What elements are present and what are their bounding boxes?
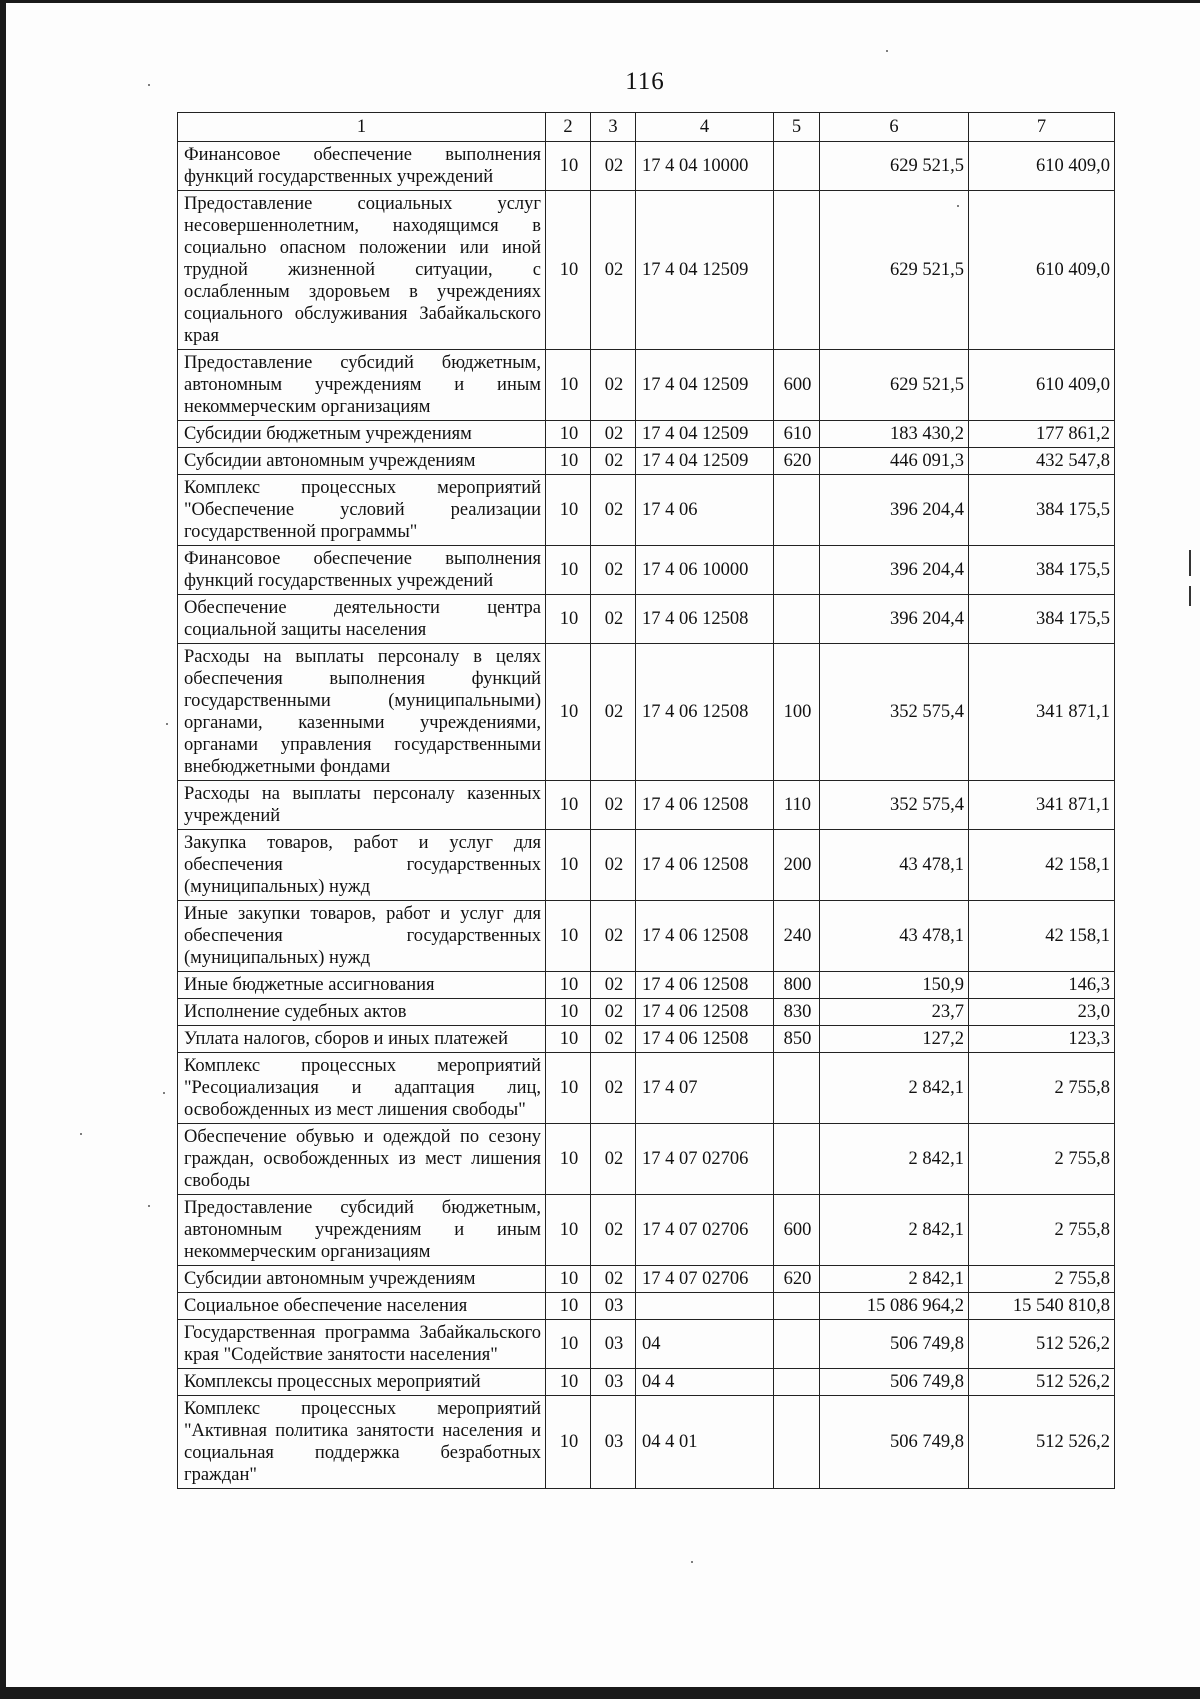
- section-cell: 10: [546, 1293, 591, 1320]
- row-name-cell: Государственная программа Забайкальского края "Содействие занятости населения": [178, 1320, 546, 1369]
- amount-col7-cell: 15 540 810,8: [969, 1293, 1115, 1320]
- amount-col7-cell: 2 755,8: [969, 1053, 1115, 1124]
- table-row: [178, 1396, 1115, 1489]
- subsection-cell: 02: [591, 421, 636, 448]
- target-article-cell: 17 4 06 12508: [636, 901, 774, 972]
- amount-col6-cell: 43 478,1: [820, 830, 969, 901]
- expense-type-cell: [774, 191, 820, 350]
- row-name-cell: Закупка товаров, работ и услуг для обеспечения государственных (муниципальных) нужд: [178, 830, 546, 901]
- table-row: [178, 546, 1115, 595]
- section-cell: 10: [546, 830, 591, 901]
- subsection-cell: 02: [591, 1266, 636, 1293]
- table-row: [178, 1266, 1115, 1293]
- amount-col6-cell: 506 749,8: [820, 1369, 969, 1396]
- amount-col6-cell: 43 478,1: [820, 901, 969, 972]
- target-article-cell: 17 4 06 12508: [636, 972, 774, 999]
- section-cell: 10: [546, 1053, 591, 1124]
- section-cell: 10: [546, 644, 591, 781]
- amount-col7-cell: 2 755,8: [969, 1195, 1115, 1266]
- section-cell: 10: [546, 1124, 591, 1195]
- amount-col7-cell: 610 409,0: [969, 142, 1115, 191]
- subsection-cell: 02: [591, 595, 636, 644]
- subsection-cell: 02: [591, 901, 636, 972]
- target-article-cell: [636, 1293, 774, 1320]
- section-cell: 10: [546, 1369, 591, 1396]
- subsection-cell: 03: [591, 1293, 636, 1320]
- section-cell: 10: [546, 1320, 591, 1369]
- expense-type-cell: 600: [774, 350, 820, 421]
- section-cell: 10: [546, 1195, 591, 1266]
- section-cell: 10: [546, 448, 591, 475]
- amount-col7-cell: 341 871,1: [969, 781, 1115, 830]
- expense-type-cell: 800: [774, 972, 820, 999]
- column-header: 5: [774, 113, 820, 142]
- amount-col6-cell: 396 204,4: [820, 546, 969, 595]
- target-article-cell: 17 4 06 12508: [636, 644, 774, 781]
- expense-type-cell: 100: [774, 644, 820, 781]
- row-name-cell: Обеспечение деятельности центра социальной защиты населения: [178, 595, 546, 644]
- scan-frame-bottom: [0, 1687, 1200, 1699]
- amount-col7-cell: 146,3: [969, 972, 1115, 999]
- subsection-cell: 02: [591, 191, 636, 350]
- section-cell: 10: [546, 1026, 591, 1053]
- target-article-cell: 17 4 04 10000: [636, 142, 774, 191]
- subsection-cell: 02: [591, 1195, 636, 1266]
- subsection-cell: 02: [591, 781, 636, 830]
- amount-col7-cell: 23,0: [969, 999, 1115, 1026]
- amount-col6-cell: 352 575,4: [820, 644, 969, 781]
- amount-col6-cell: 2 842,1: [820, 1053, 969, 1124]
- target-article-cell: 04: [636, 1320, 774, 1369]
- table-row: [178, 1124, 1115, 1195]
- table-row: [178, 350, 1115, 421]
- expense-type-cell: 200: [774, 830, 820, 901]
- scan-mark: [1189, 550, 1191, 576]
- table-row: [178, 1293, 1115, 1320]
- row-name-cell: Субсидии автономным учреждениям: [178, 1266, 546, 1293]
- amount-col6-cell: 629 521,5: [820, 350, 969, 421]
- amount-col7-cell: 384 175,5: [969, 475, 1115, 546]
- amount-col7-cell: 42 158,1: [969, 830, 1115, 901]
- target-article-cell: 17 4 07: [636, 1053, 774, 1124]
- row-name-cell: Обеспечение обувью и одеждой по сезону граждан, освобожденных из мест лишения свободы: [178, 1124, 546, 1195]
- section-cell: 10: [546, 1396, 591, 1489]
- column-header: 7: [969, 113, 1115, 142]
- expense-type-cell: 620: [774, 448, 820, 475]
- section-cell: 10: [546, 1266, 591, 1293]
- section-cell: 10: [546, 475, 591, 546]
- amount-col7-cell: 384 175,5: [969, 546, 1115, 595]
- expense-type-cell: [774, 1320, 820, 1369]
- scan-speck: [80, 1133, 82, 1135]
- target-article-cell: 17 4 06 12508: [636, 1026, 774, 1053]
- amount-col6-cell: 629 521,5: [820, 191, 969, 350]
- table-row: [178, 1026, 1115, 1053]
- expense-type-cell: [774, 142, 820, 191]
- target-article-cell: 17 4 07 02706: [636, 1266, 774, 1293]
- target-article-cell: 17 4 04 12509: [636, 421, 774, 448]
- scan-speck: [166, 723, 168, 725]
- table-row: [178, 1195, 1115, 1266]
- subsection-cell: 02: [591, 999, 636, 1026]
- column-header: 6: [820, 113, 969, 142]
- table-row: [178, 781, 1115, 830]
- row-name-cell: Иные закупки товаров, работ и услуг для обеспечения государственных (муниципальных) нужд: [178, 901, 546, 972]
- table-row: [178, 1053, 1115, 1124]
- section-cell: 10: [546, 421, 591, 448]
- amount-col7-cell: 610 409,0: [969, 350, 1115, 421]
- subsection-cell: 02: [591, 350, 636, 421]
- row-name-cell: Финансовое обеспечение выполнения функций государственных учреждений: [178, 142, 546, 191]
- row-name-cell: Субсидии автономным учреждениям: [178, 448, 546, 475]
- subsection-cell: 02: [591, 448, 636, 475]
- amount-col6-cell: 183 430,2: [820, 421, 969, 448]
- target-article-cell: 17 4 06 12508: [636, 595, 774, 644]
- row-name-cell: Финансовое обеспечение выполнения функций государственных учреждений: [178, 546, 546, 595]
- target-article-cell: 04 4 01: [636, 1396, 774, 1489]
- page-number: 116: [625, 68, 665, 95]
- section-cell: 10: [546, 901, 591, 972]
- subsection-cell: 02: [591, 546, 636, 595]
- row-name-cell: Социальное обеспечение населения: [178, 1293, 546, 1320]
- expense-type-cell: [774, 1396, 820, 1489]
- row-name-cell: Уплата налогов, сборов и иных платежей: [178, 1026, 546, 1053]
- amount-col6-cell: 396 204,4: [820, 475, 969, 546]
- row-name-cell: Предоставление социальных услуг несовершеннолетним, находящимся в социально опасном положении или иной трудной жизненной ситуации, с ослабленным здоровьем в учреждениях социального обслуживания Забайкальского края: [178, 191, 546, 350]
- amount-col6-cell: 150,9: [820, 972, 969, 999]
- scan-speck: [957, 205, 959, 207]
- subsection-cell: 02: [591, 1124, 636, 1195]
- expense-type-cell: 600: [774, 1195, 820, 1266]
- subsection-cell: 02: [591, 830, 636, 901]
- target-article-cell: 17 4 06 12508: [636, 830, 774, 901]
- table-row: [178, 830, 1115, 901]
- row-name-cell: Субсидии бюджетным учреждениям: [178, 421, 546, 448]
- scan-mark: [1189, 586, 1191, 606]
- row-name-cell: Комплекс процессных мероприятий "Обеспечение условий реализации государственной программы": [178, 475, 546, 546]
- section-cell: 10: [546, 191, 591, 350]
- subsection-cell: 02: [591, 142, 636, 191]
- section-cell: 10: [546, 350, 591, 421]
- amount-col6-cell: 2 842,1: [820, 1266, 969, 1293]
- amount-col6-cell: 506 749,8: [820, 1320, 969, 1369]
- table-row: [178, 644, 1115, 781]
- column-header: 1: [178, 113, 546, 142]
- table-body: [178, 142, 1115, 1489]
- section-cell: 10: [546, 546, 591, 595]
- row-name-cell: Предоставление субсидий бюджетным, автономным учреждениям и иным некоммерческим организациям: [178, 350, 546, 421]
- amount-col6-cell: 2 842,1: [820, 1124, 969, 1195]
- section-cell: 10: [546, 595, 591, 644]
- row-name-cell: Исполнение судебных актов: [178, 999, 546, 1026]
- scan-speck: [148, 1205, 150, 1207]
- row-name-cell: Иные бюджетные ассигнования: [178, 972, 546, 999]
- amount-col7-cell: 42 158,1: [969, 901, 1115, 972]
- subsection-cell: 03: [591, 1320, 636, 1369]
- table-row: [178, 1320, 1115, 1369]
- expense-type-cell: [774, 595, 820, 644]
- subsection-cell: 02: [591, 1053, 636, 1124]
- subsection-cell: 02: [591, 972, 636, 999]
- section-cell: 10: [546, 142, 591, 191]
- subsection-cell: 02: [591, 644, 636, 781]
- table-row: [178, 191, 1115, 350]
- table-row: [178, 1369, 1115, 1396]
- amount-col6-cell: 127,2: [820, 1026, 969, 1053]
- section-cell: 10: [546, 781, 591, 830]
- table-header-row: [178, 113, 1115, 142]
- amount-col7-cell: 610 409,0: [969, 191, 1115, 350]
- amount-col6-cell: 629 521,5: [820, 142, 969, 191]
- expense-type-cell: [774, 1124, 820, 1195]
- scan-speck: [148, 84, 150, 86]
- target-article-cell: 17 4 06 10000: [636, 546, 774, 595]
- scan-speck: [886, 50, 888, 52]
- target-article-cell: 17 4 04 12509: [636, 191, 774, 350]
- table-row: [178, 421, 1115, 448]
- row-name-cell: Комплекс процессных мероприятий "Активная политика занятости населения и социальная поддержка безработных граждан": [178, 1396, 546, 1489]
- expense-type-cell: [774, 1369, 820, 1396]
- target-article-cell: 17 4 04 12509: [636, 448, 774, 475]
- column-header: 2: [546, 113, 591, 142]
- amount-col7-cell: 512 526,2: [969, 1320, 1115, 1369]
- amount-col6-cell: 506 749,8: [820, 1396, 969, 1489]
- amount-col6-cell: 2 842,1: [820, 1195, 969, 1266]
- subsection-cell: 02: [591, 475, 636, 546]
- amount-col7-cell: 384 175,5: [969, 595, 1115, 644]
- amount-col7-cell: 512 526,2: [969, 1369, 1115, 1396]
- amount-col6-cell: 352 575,4: [820, 781, 969, 830]
- expense-type-cell: [774, 475, 820, 546]
- target-article-cell: 17 4 06 12508: [636, 781, 774, 830]
- section-cell: 10: [546, 999, 591, 1026]
- table-row: [178, 142, 1115, 191]
- amount-col6-cell: 446 091,3: [820, 448, 969, 475]
- expense-type-cell: 620: [774, 1266, 820, 1293]
- table-row: [178, 595, 1115, 644]
- budget-table: [177, 112, 1115, 1489]
- amount-col7-cell: 512 526,2: [969, 1396, 1115, 1489]
- expense-type-cell: [774, 1293, 820, 1320]
- table-row: [178, 475, 1115, 546]
- expense-type-cell: 110: [774, 781, 820, 830]
- expense-type-cell: 240: [774, 901, 820, 972]
- amount-col7-cell: 432 547,8: [969, 448, 1115, 475]
- expense-type-cell: 830: [774, 999, 820, 1026]
- section-cell: 10: [546, 972, 591, 999]
- amount-col7-cell: 2 755,8: [969, 1266, 1115, 1293]
- target-article-cell: 17 4 07 02706: [636, 1195, 774, 1266]
- target-article-cell: 17 4 06 12508: [636, 999, 774, 1026]
- amount-col7-cell: 341 871,1: [969, 644, 1115, 781]
- row-name-cell: Комплекс процессных мероприятий "Ресоциализация и адаптация лиц, освобожденных из мест лишения свободы": [178, 1053, 546, 1124]
- row-name-cell: Предоставление субсидий бюджетным, автономным учреждениям и иным некоммерческим организациям: [178, 1195, 546, 1266]
- amount-col7-cell: 123,3: [969, 1026, 1115, 1053]
- row-name-cell: Комплексы процессных мероприятий: [178, 1369, 546, 1396]
- amount-col7-cell: 2 755,8: [969, 1124, 1115, 1195]
- amount-col6-cell: 23,7: [820, 999, 969, 1026]
- expense-type-cell: [774, 546, 820, 595]
- expense-type-cell: 610: [774, 421, 820, 448]
- target-article-cell: 17 4 04 12509: [636, 350, 774, 421]
- column-header: 3: [591, 113, 636, 142]
- subsection-cell: 03: [591, 1369, 636, 1396]
- table-row: [178, 901, 1115, 972]
- amount-col6-cell: 15 086 964,2: [820, 1293, 969, 1320]
- target-article-cell: 17 4 06: [636, 475, 774, 546]
- column-header: 4: [636, 113, 774, 142]
- scan-frame-top: [0, 0, 1200, 3]
- row-name-cell: Расходы на выплаты персоналу в целях обеспечения выполнения функций государственными (муниципальными) органами, казенными учреждениями, органами управления государственными внебюджетными фондами: [178, 644, 546, 781]
- table-row: [178, 999, 1115, 1026]
- amount-col7-cell: 177 861,2: [969, 421, 1115, 448]
- amount-col6-cell: 396 204,4: [820, 595, 969, 644]
- scan-frame-left: [0, 0, 6, 1699]
- expense-type-cell: 850: [774, 1026, 820, 1053]
- subsection-cell: 02: [591, 1026, 636, 1053]
- expense-type-cell: [774, 1053, 820, 1124]
- table-row: [178, 448, 1115, 475]
- table-row: [178, 972, 1115, 999]
- scan-speck: [163, 1092, 165, 1094]
- row-name-cell: Расходы на выплаты персоналу казенных учреждений: [178, 781, 546, 830]
- target-article-cell: 04 4: [636, 1369, 774, 1396]
- target-article-cell: 17 4 07 02706: [636, 1124, 774, 1195]
- subsection-cell: 03: [591, 1396, 636, 1489]
- scan-speck: [691, 1561, 693, 1563]
